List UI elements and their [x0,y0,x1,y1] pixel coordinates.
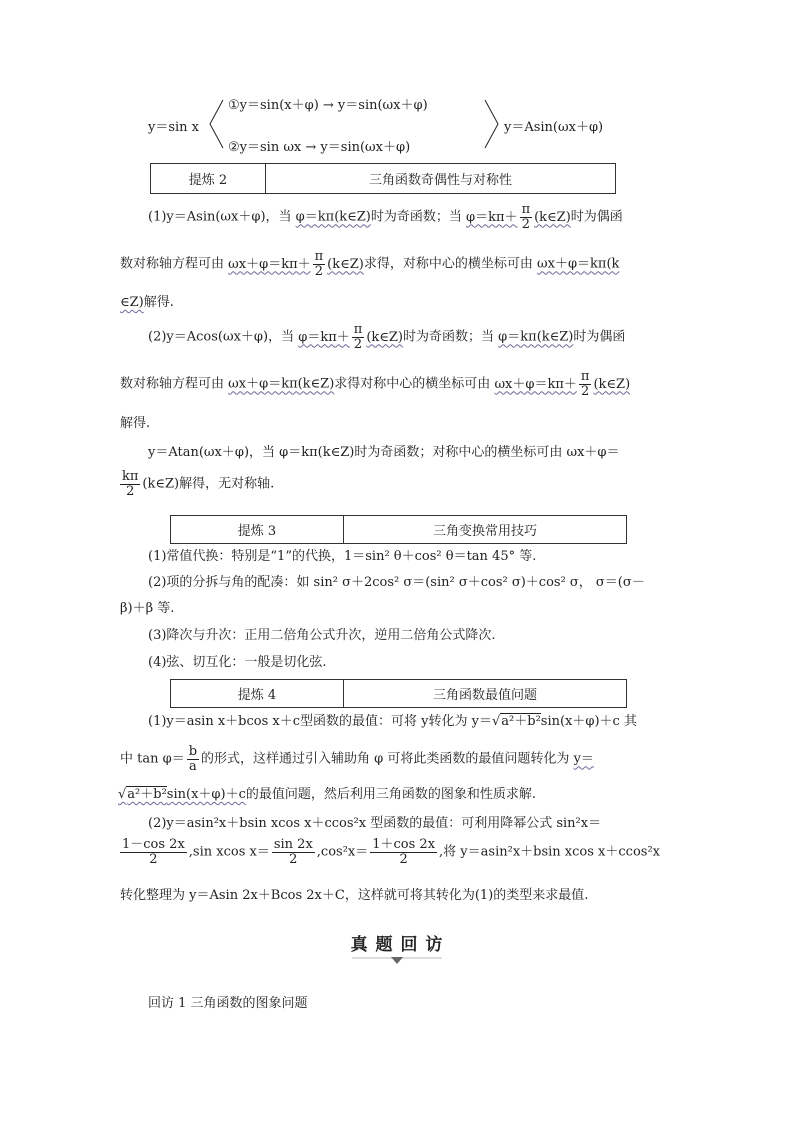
text: 解得. [143,295,174,310]
tip-1: (1)常值代换：特别是“1”的代换，1＝sin² θ＋cos² θ＝tan 45° 等. [148,549,537,564]
denominator: 2 [126,483,135,499]
text: (k∈Z) [366,329,404,345]
tip-2-cont: β)＋β 等. [120,601,175,616]
text: 时为偶函 [570,209,623,225]
numerator: π [314,249,324,264]
sqrt-symbol: √ [491,714,501,729]
box3-label: 提炼 3 [171,516,344,543]
left-bracket [208,98,224,150]
box2-title: 三角函数奇偶性与对称性 [368,173,512,188]
fraction [352,323,365,351]
sqrt-symbol: √ [118,787,127,802]
transform-diagram [148,92,648,156]
numerator: 1－cos 2x [122,837,185,852]
tip-2: (2)项的分拆与角的配凑：如 sin² σ＋2cos² σ＝(sin² σ＋cos² σ)＋cos² σ， σ＝(σ－ [148,575,645,590]
text: 求得对称中心的横坐标可由 [334,376,491,392]
text: (2)y＝Acos(ωx＋φ)，当 [148,329,295,345]
numerator: π [521,202,531,217]
p2-line1 [148,323,625,351]
fraction [370,838,437,866]
fraction [120,470,140,498]
numerator: kπ [122,469,139,484]
text: φ＝kπ＋ [298,329,350,345]
text: ωx＋φ＝kπ＋ [494,376,577,392]
numerator: sin 2x [273,837,313,852]
diagram-bottom-path: ②y＝sin ωx → y＝sin(ωx＋φ) [228,140,411,155]
p2-line3 [120,412,150,431]
diagram-left: y＝sin x [148,120,200,135]
radicand: a²＋b² [501,714,541,729]
section-title: 真 题 回 访 [350,935,444,955]
text: (2)y＝asin²x＋bsin xcos x＋ccos²x 型函数的最值：可利用降幂公式 sin²x＝ [148,816,602,831]
section-box-2 [150,163,616,194]
underlined-text: φ＝kπ(k∈Z) [498,329,574,345]
text: ,将 y＝asin²x＋bsin xcos x＋ccos²x [439,844,660,860]
fraction [520,203,533,231]
underlined-expr [298,322,404,352]
numerator: π [353,322,363,337]
box2-label: 提炼 2 [151,164,266,193]
text: (k∈Z)解得，无对称轴. [142,476,275,492]
text: (k∈Z) [593,376,631,392]
p5-line2 [118,838,660,866]
right-bracket [484,98,500,150]
text: (k∈Z) [534,209,571,225]
text: 中 tan φ＝ [120,751,185,767]
text: (1)y＝asin x＋bcos x＋c型函数的最值：可将 y转化为 y＝ [148,714,492,729]
underlined-text: ∈Z) [120,295,144,310]
text: 求得，对称中心的横坐标可由 [363,256,533,272]
text: 的最值问题，然后利用三角函数的图象和性质求解. [245,787,536,802]
p1-line1 [148,203,623,231]
numerator: b [188,744,198,759]
denominator: 2 [314,263,324,279]
denominator: 2 [521,216,530,232]
underlined-expr [118,786,246,802]
text: 时为奇函数；当 [370,209,462,225]
text: 转化整理为 y＝Asin 2x＋Bcos 2x＋C，这样就可将其转化为(1)的类型来求最值. [120,888,589,903]
box3-title: 三角变换常用技巧 [432,524,537,539]
text: ωx＋φ＝kπ＋ [228,256,311,272]
section-box-3 [170,515,627,544]
denominator: 2 [289,851,298,867]
denominator: 2 [581,383,590,399]
fraction [272,838,315,866]
p4-line1 [148,710,637,729]
tip-4: (4)弦、切互化：一般是切化弦. [148,655,327,670]
p4-line3 [118,783,536,802]
diagram-top-path: ①y＝sin(x＋φ) → y＝sin(ωx＋φ) [228,98,428,113]
underlined-text: φ＝kπ(k∈Z) [295,209,371,225]
text: (k∈Z) [327,256,364,272]
text: (1)y＝Asin(ωx＋φ)，当 [148,209,292,225]
denominator: a [189,758,197,774]
p1-line3 [120,291,174,310]
denominator: 2 [353,336,363,352]
text: ,sin xcos x＝ [188,844,270,860]
underlined-text: y＝ [573,751,594,767]
diagram-right: y＝Asin(ωx＋φ) [504,120,604,135]
text: sin(x＋φ)＋c 其 [540,714,637,729]
text: 数对称轴方程可由 [120,376,225,392]
text: y＝Atan(ωx＋φ)，当 φ＝kπ(k∈Z)时为奇函数；对称中心的横坐标可由 ωx＋φ＝ [148,445,620,460]
underlined-text: ωx＋φ＝kπ(k [537,256,620,272]
underlined-expr [466,202,571,232]
denominator: 2 [149,851,158,867]
radicand: a²＋b² [127,787,167,802]
section-heading [330,930,464,965]
p5-line1 [148,812,601,831]
underlined-text: ωx＋φ＝kπ(k∈Z) [228,376,335,392]
fraction [187,745,199,773]
p1-line2 [120,250,619,278]
numerator: π [580,369,590,384]
section-box-4 [170,679,627,708]
fraction [313,250,326,278]
p3-line1 [148,441,620,460]
text: 数对称轴方程可由 [120,256,225,272]
underlined-expr [494,369,631,399]
fraction [120,838,187,866]
text: 的形式，这样通过引入辅助角 φ 可将此类函数的最值问题转化为 [201,751,570,767]
p5-line3 [120,884,588,903]
numerator: 1＋cos 2x [372,837,436,852]
text: sin(x＋φ)＋c [166,787,246,802]
chevron-down-icon [330,955,464,965]
denominator: 2 [399,851,408,867]
tip-3: (3)降次与升次：正用二倍角公式升次，逆用二倍角公式降次. [148,628,496,643]
p3-line2 [118,470,274,498]
underlined-expr [228,249,364,279]
text: 时为偶函 [573,329,626,345]
box4-title: 三角函数最值问题 [432,688,537,703]
p2-line2 [120,370,630,398]
text: φ＝kπ＋ [466,209,518,225]
text: 解得. [120,416,151,431]
text: ,cos²x＝ [316,844,369,860]
box4-label: 提炼 4 [171,680,344,707]
fraction [579,370,592,398]
text: 时为奇函数；当 [403,329,495,345]
review-item: 回访 1 三角函数的图象问题 [148,996,308,1011]
p4-line2 [120,745,594,773]
